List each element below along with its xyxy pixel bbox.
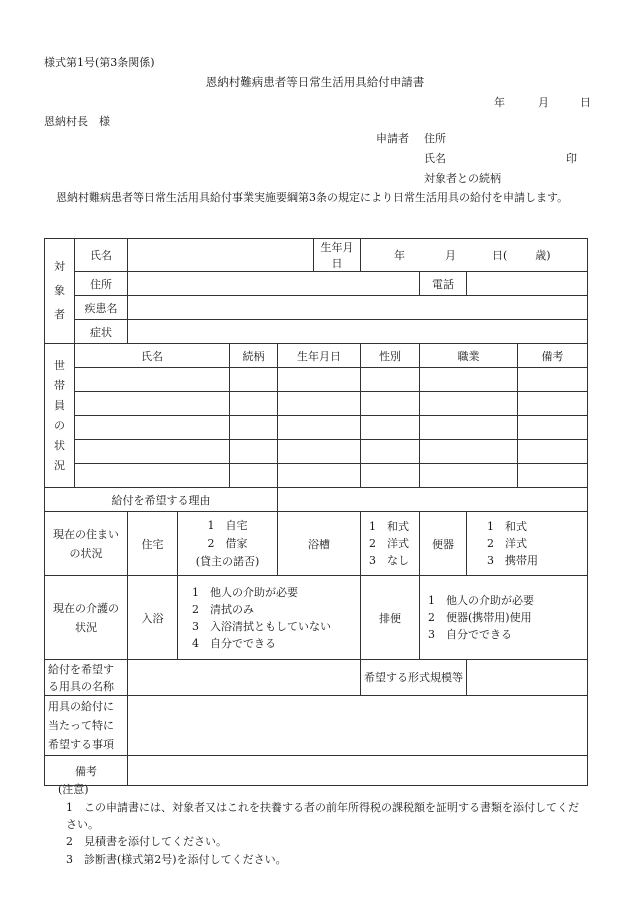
subject-address-label: 住所 [75, 272, 128, 296]
household-cell[interactable] [230, 368, 278, 392]
note-item: 3 診断書(様式第2号)を添付してください。 [66, 853, 287, 866]
applicant-address-label: 住所 [424, 132, 446, 145]
bathing-option[interactable]: 1 他人の介助が必要 [192, 585, 298, 599]
date-line [494, 94, 591, 110]
household-cell[interactable] [75, 464, 230, 488]
bathing-options [178, 576, 361, 660]
subject-name-label: 氏名 [75, 239, 128, 272]
toilet-options [467, 512, 588, 576]
household-cell[interactable] [518, 416, 588, 440]
excretion-option[interactable]: 3 自分でできる [428, 628, 512, 641]
household-col-job: 職業 [420, 344, 518, 368]
equipment-name-field[interactable] [128, 660, 361, 696]
household-cell[interactable] [420, 464, 518, 488]
toilet-option[interactable]: 2 洋式 [487, 537, 527, 550]
form-title: 恩納村難病患者等日常生活用具給付申請書 [205, 75, 425, 89]
household-cell[interactable] [420, 368, 518, 392]
bath-options [361, 512, 420, 576]
house-label: 住宅 [128, 512, 178, 576]
applicant-relation-label: 対象者との続柄 [424, 172, 501, 185]
model-field[interactable] [467, 660, 588, 696]
household-cell[interactable] [518, 464, 588, 488]
applicant-name-label: 氏名 [424, 152, 446, 165]
subject-name-field[interactable] [128, 239, 314, 272]
intro-text: 恩納村難病患者等日常生活用具給付事業実施要綱第3条の規定により日常生活用具の給付を申請します。 [56, 191, 569, 204]
household-cell[interactable] [278, 392, 361, 416]
subject-disease-label: 疾患名 [75, 296, 128, 320]
excretion-options [420, 576, 588, 660]
household-row [45, 440, 588, 464]
addressee: 恩納村長 様 [44, 115, 110, 128]
toilet-option[interactable]: 1 和式 [487, 520, 527, 533]
bath-label: 浴槽 [278, 512, 361, 576]
household-cell[interactable] [278, 368, 361, 392]
birth-year-label: 年 [394, 249, 405, 262]
remarks-field[interactable] [128, 756, 588, 786]
special-request-field[interactable] [128, 696, 588, 756]
care-label: 現在の介護の状況 [45, 576, 128, 660]
household-cell[interactable] [278, 464, 361, 488]
toilet-option[interactable]: 3 携帯用 [487, 554, 538, 567]
subject-symptom-label: 症状 [75, 320, 128, 344]
household-cell[interactable] [420, 392, 518, 416]
household-col-sex: 性別 [361, 344, 420, 368]
bathing-option[interactable]: 3 入浴清拭ともしていない [192, 619, 331, 633]
bath-option[interactable]: 3 なし [369, 554, 409, 567]
subject-birth-field[interactable] [361, 239, 588, 272]
excretion-label: 排便 [361, 576, 420, 660]
household-col-name: 氏名 [75, 344, 230, 368]
house-option[interactable]: 2 借家 [207, 536, 248, 550]
bath-option[interactable]: 2 洋式 [369, 537, 409, 550]
household-row [45, 368, 588, 392]
age-label: 歳) [535, 249, 551, 262]
note-item: 1 この申請書には、対象者又はこれを扶養する者の前年所得税の課税額を証明する書類を添付してください。 [66, 801, 579, 831]
household-cell[interactable] [361, 416, 420, 440]
application-table [44, 238, 588, 786]
applicant-label: 申請者 [376, 132, 409, 145]
bathing-option[interactable]: 2 清拭のみ [192, 602, 254, 616]
household-cell[interactable] [420, 416, 518, 440]
seal-mark: 印 [566, 152, 577, 165]
housing-label: 現在の住まいの状況 [45, 512, 128, 576]
household-cell[interactable] [230, 392, 278, 416]
subject-birth-label: 生年月日 [314, 239, 361, 272]
special-request-label: 用具の給付に当たって特に希望する事項 [45, 696, 128, 756]
household-cell[interactable] [420, 440, 518, 464]
household-row [45, 392, 588, 416]
excretion-option[interactable]: 1 他人の介助が必要 [428, 594, 534, 607]
toilet-label: 便器 [420, 512, 467, 576]
model-label: 希望する形式規模等 [361, 660, 467, 696]
household-col-remarks: 備考 [518, 344, 588, 368]
household-cell[interactable] [75, 368, 230, 392]
household-cell[interactable] [75, 392, 230, 416]
birth-month-label: 月 [445, 249, 456, 262]
subject-symptom-field[interactable] [128, 320, 588, 344]
household-col-birth: 生年月日 [278, 344, 361, 368]
remarks-label: 備考 [45, 756, 128, 786]
household-cell[interactable] [518, 440, 588, 464]
household-section-label: 世帯員の状況 [45, 344, 75, 488]
household-cell[interactable] [230, 440, 278, 464]
date-day: 日 [580, 96, 591, 109]
form-number: 様式第1号(第3条関係) [44, 56, 155, 69]
equipment-name-label: 給付を希望する用具の名称 [45, 660, 128, 696]
household-cell[interactable] [361, 368, 420, 392]
household-row [45, 464, 588, 488]
subject-phone-field[interactable] [467, 272, 588, 296]
date-year: 年 [494, 96, 505, 109]
bath-option[interactable]: 1 和式 [369, 520, 409, 533]
household-cell[interactable] [75, 416, 230, 440]
house-options [178, 512, 278, 576]
household-col-relation: 続柄 [230, 344, 278, 368]
household-cell[interactable] [361, 392, 420, 416]
household-cell[interactable] [230, 416, 278, 440]
household-cell[interactable] [518, 368, 588, 392]
subject-address-field[interactable] [128, 272, 420, 296]
house-option-landlord: (貸主の諾否) [195, 554, 260, 568]
household-cell[interactable] [278, 416, 361, 440]
household-cell[interactable] [361, 440, 420, 464]
household-row [45, 416, 588, 440]
note-item: 2 見積書を添付してください。 [66, 835, 227, 848]
house-option[interactable]: 1 自宅 [207, 518, 248, 532]
bathing-option[interactable]: 4 自分でできる [192, 636, 276, 650]
birth-day-label: 日( [492, 249, 508, 262]
subject-disease-field[interactable] [128, 296, 588, 320]
reason-field[interactable] [278, 488, 588, 512]
household-cell[interactable] [518, 392, 588, 416]
household-cell[interactable] [230, 464, 278, 488]
date-month: 月 [538, 96, 549, 109]
notes-heading: (注意) [58, 783, 89, 796]
reason-label: 給付を希望する理由 [45, 488, 278, 512]
household-cell[interactable] [278, 440, 361, 464]
bathing-label: 入浴 [128, 576, 178, 660]
subject-phone-label: 電話 [420, 272, 467, 296]
household-cell[interactable] [361, 464, 420, 488]
excretion-option[interactable]: 2 便器(携帯用)使用 [428, 611, 532, 624]
subject-section-label: 対象者 [45, 239, 75, 344]
household-cell[interactable] [75, 440, 230, 464]
